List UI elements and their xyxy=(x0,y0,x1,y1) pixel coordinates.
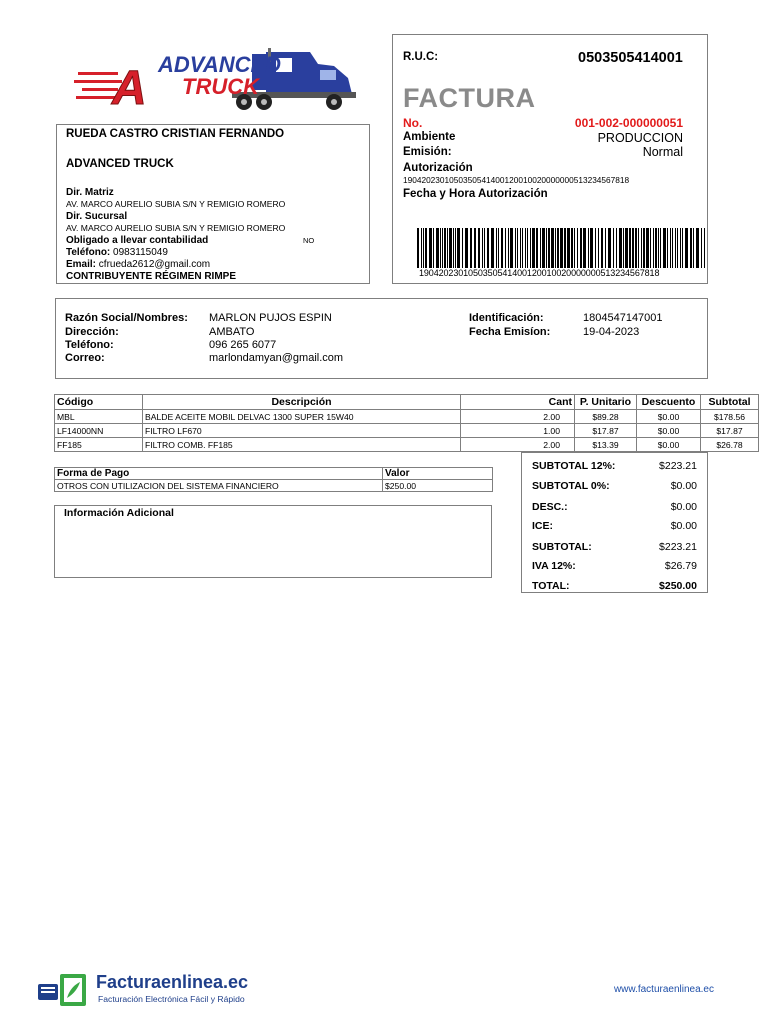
barcode-bar xyxy=(457,228,460,268)
barcode-bar xyxy=(487,228,489,268)
customer-info-box xyxy=(55,298,708,379)
footer-brand-logo xyxy=(36,970,266,1010)
barcode-bar xyxy=(650,228,651,268)
barcode-bar xyxy=(440,228,441,268)
items-table xyxy=(54,394,759,452)
barcode-bar xyxy=(685,228,688,268)
barcode-bar xyxy=(421,228,422,268)
barcode-bar xyxy=(470,228,472,268)
barcode-bar xyxy=(482,228,483,268)
direccion-label: Dirección: xyxy=(65,326,119,338)
item-cant: 2.00 xyxy=(461,438,575,452)
ambiente-value: PRODUCCION xyxy=(597,131,683,145)
barcode-bar xyxy=(465,228,468,268)
correo-value: marlondamyan@gmail.com xyxy=(209,352,344,364)
barcode-bar xyxy=(653,228,654,268)
totals-label: SUBTOTAL 0%: xyxy=(532,480,610,492)
barcode-bar xyxy=(532,228,535,268)
barcode-bar xyxy=(605,228,606,268)
identificacion-value: 1804547147001 xyxy=(583,312,663,324)
barcode-bar xyxy=(548,228,550,268)
barcode-bar xyxy=(574,228,575,268)
totals-row-grand xyxy=(532,580,697,594)
advanced-truck-logo xyxy=(72,42,362,114)
barcode-bar xyxy=(580,228,582,268)
item-descripcion: FILTRO COMB. FF185 xyxy=(143,438,461,452)
barcode-bar xyxy=(595,228,596,268)
barcode-bar xyxy=(423,228,424,268)
customer-phone-label: Teléfono: xyxy=(65,339,114,351)
barcode-bar xyxy=(696,228,699,268)
totals-label: SUBTOTAL 12%: xyxy=(532,460,616,472)
item-cant: 2.00 xyxy=(461,410,575,424)
item-descuento: $0.00 xyxy=(637,424,701,438)
payment-header-forma: Forma de Pago xyxy=(55,468,383,480)
item-codigo: MBL xyxy=(55,410,143,424)
barcode-bar xyxy=(567,228,570,268)
barcode-bar xyxy=(588,228,589,268)
item-codigo: FF185 xyxy=(55,438,143,452)
barcode-bar xyxy=(577,228,578,268)
totals-value: $0.00 xyxy=(670,520,697,532)
totals-box xyxy=(521,452,708,593)
table-row xyxy=(55,424,759,438)
dir-sucursal-value: AV. MARCO AURELIO SUBIA S/N Y REMIGIO ROMERO xyxy=(66,223,286,233)
payment-header-row xyxy=(55,468,493,480)
barcode-bar xyxy=(525,228,526,268)
payment-forma: OTROS CON UTILIZACION DEL SISTEMA FINANCIERO xyxy=(55,480,383,492)
item-cant: 1.00 xyxy=(461,424,575,438)
col-header-p-unitario: P. Unitario xyxy=(575,395,637,410)
ruc-value: 0503505414001 xyxy=(578,50,683,66)
barcode-bar xyxy=(498,228,499,268)
emision-value: Normal xyxy=(642,145,683,159)
totals-grand-value: $250.00 xyxy=(659,580,697,592)
invoice-number: 001-002-000000051 xyxy=(574,116,683,130)
autorizacion-label: Autorización xyxy=(403,162,473,174)
barcode-bar xyxy=(690,228,692,268)
barcode-bar xyxy=(505,228,506,268)
barcode-bar xyxy=(701,228,702,268)
item-subtotal: $26.78 xyxy=(701,438,759,452)
totals-value: $0.00 xyxy=(670,501,697,513)
fecha-hora-autorizacion-label: Fecha y Hora Autorización xyxy=(403,188,548,200)
issuer-email-value: cfrueda2612@gmail.com xyxy=(98,259,211,270)
additional-info-box xyxy=(54,505,492,578)
barcode-bar xyxy=(619,228,622,268)
issuer-phone-label: Teléfono: xyxy=(66,247,111,258)
totals-label: DESC.: xyxy=(532,501,568,513)
barcode-bar xyxy=(530,228,531,268)
table-row xyxy=(55,480,493,492)
invoice-title: FACTURA xyxy=(403,83,536,113)
item-descripcion: BALDE ACEITE MOBIL DELVAC 1300 SUPER 15W40 xyxy=(143,410,461,424)
barcode-bar xyxy=(433,228,434,268)
footer-brand-name: Facturaenlinea.ec xyxy=(96,972,249,992)
item-p-unitario: $89.28 xyxy=(575,410,637,424)
barcode-bar xyxy=(496,228,497,268)
barcode-bar xyxy=(660,228,661,268)
logo-text-truck: TRUCK xyxy=(182,74,259,99)
dir-matriz-label: Dir. Matriz xyxy=(66,187,114,198)
totals-value: $26.79 xyxy=(664,560,697,572)
barcode-bar xyxy=(646,228,649,268)
barcode-bar xyxy=(675,228,676,268)
totals-label: SUBTOTAL: xyxy=(532,541,592,553)
totals-row xyxy=(532,541,697,555)
barcode-bar xyxy=(510,228,513,268)
barcode-bar xyxy=(613,228,614,268)
contabilidad-value: NO xyxy=(303,236,315,245)
barcode-bar xyxy=(571,228,573,268)
regimen-label: CONTRIBUYENTE RÉGIMEN RIMPE xyxy=(66,271,237,282)
barcode-bar xyxy=(590,228,593,268)
payment-valor: $250.00 xyxy=(383,480,493,492)
barcode-bar xyxy=(417,228,419,268)
barcode-bar xyxy=(682,228,683,268)
additional-info-title: Información Adicional xyxy=(64,507,174,519)
logo-text-advanced: ADVANCED xyxy=(158,52,282,77)
col-header-descuento: Descuento xyxy=(637,395,701,410)
fecha-emision-value: 19-04-2023 xyxy=(583,326,640,338)
issuer-info-box xyxy=(56,124,370,284)
customer-phone-value: 096 265 6077 xyxy=(209,339,277,351)
barcode-bar xyxy=(667,228,668,268)
col-header-subtotal: Subtotal xyxy=(701,395,759,410)
barcode-bar xyxy=(658,228,659,268)
barcode-bar xyxy=(425,228,427,268)
barcode-bar xyxy=(601,228,603,268)
barcode-bar xyxy=(623,228,624,268)
svg-text:A: A xyxy=(112,62,147,114)
barcode-bar xyxy=(638,228,639,268)
barcode-bar xyxy=(598,228,599,268)
issuer-email-label: Email: xyxy=(66,259,97,270)
item-descripcion: FILTRO LF670 xyxy=(143,424,461,438)
emision-label: Emisión: xyxy=(403,146,452,158)
col-header-codigo: Código xyxy=(55,395,143,410)
trade-name: ADVANCED TRUCK xyxy=(66,158,174,170)
item-codigo: LF14000NN xyxy=(55,424,143,438)
invoice-header-box xyxy=(392,34,708,284)
footer-tagline: Facturación Electrónica Fácil y Rápido xyxy=(98,994,245,1004)
col-header-descripcion: Descripción xyxy=(143,395,461,410)
barcode-bar xyxy=(517,228,518,268)
dir-sucursal-label: Dir. Sucursal xyxy=(66,211,128,222)
totals-value: $223.21 xyxy=(659,541,697,553)
table-row xyxy=(55,410,759,424)
footer-url-link[interactable]: www.facturaenlinea.ec xyxy=(613,984,714,995)
barcode-bar xyxy=(444,228,446,268)
barcode-bar xyxy=(655,228,657,268)
invoice-stack-icon xyxy=(36,972,92,1008)
barcode-bar xyxy=(520,228,521,268)
totals-row xyxy=(532,560,697,574)
autorizacion-value: 1904202301050350541400120010020000000513234567818 xyxy=(403,175,630,185)
barcode-bar xyxy=(501,228,503,268)
barcode-bar xyxy=(704,228,705,268)
barcode-bar xyxy=(608,228,611,268)
totals-label: IVA 12%: xyxy=(532,560,576,572)
ruc-label: R.U.C: xyxy=(403,51,439,63)
table-row xyxy=(55,438,759,452)
totals-value: $223.21 xyxy=(659,460,697,472)
razon-social-value: MARLON PUJOS ESPIN xyxy=(209,312,332,324)
barcode-bar xyxy=(447,228,448,268)
barcode-bar xyxy=(522,228,523,268)
totals-row xyxy=(532,460,697,474)
barcode-bar xyxy=(429,228,432,268)
barcode-bar xyxy=(484,228,485,268)
barcode-bar xyxy=(641,228,642,268)
invoice-number-label: No. xyxy=(403,116,423,130)
owner-name: RUEDA CASTRO CRISTIAN FERNANDO xyxy=(66,128,285,140)
item-subtotal: $17.87 xyxy=(701,424,759,438)
barcode-bar xyxy=(625,228,628,268)
item-subtotal: $178.56 xyxy=(701,410,759,424)
barcode-text: 1904202301050350541400120010020000000513234567818 xyxy=(419,268,660,278)
barcode-bar xyxy=(551,228,554,268)
barcode-bar xyxy=(546,228,547,268)
barcode-bar xyxy=(560,228,563,268)
barcode-bar xyxy=(663,228,666,268)
barcode-bar xyxy=(536,228,538,268)
barcode-bar xyxy=(635,228,637,268)
barcode-bar xyxy=(555,228,556,268)
authorization-barcode xyxy=(417,228,705,268)
totals-row xyxy=(532,480,697,494)
items-header-row xyxy=(55,395,759,410)
barcode-bar xyxy=(462,228,463,268)
barcode-bar xyxy=(672,228,673,268)
barcode-bar xyxy=(455,228,456,268)
barcode-bar xyxy=(478,228,480,268)
barcode-bar xyxy=(583,228,586,268)
barcode-bar xyxy=(693,228,694,268)
barcode-bar xyxy=(436,228,439,268)
item-descuento: $0.00 xyxy=(637,438,701,452)
barcode-bar xyxy=(508,228,509,268)
dir-matriz-value: AV. MARCO AURELIO SUBIA S/N Y REMIGIO ROMERO xyxy=(66,199,286,209)
totals-label: TOTAL: xyxy=(532,580,570,592)
barcode-bar xyxy=(515,228,516,268)
barcode-bar xyxy=(442,228,443,268)
barcode-bar xyxy=(616,228,617,268)
issuer-phone-value: 0983115049 xyxy=(113,247,168,258)
barcode-bar xyxy=(564,228,566,268)
contabilidad-label: Obligado a llevar contabilidad xyxy=(66,235,209,246)
barcode-bar xyxy=(474,228,476,268)
razon-social-label: Razón Social/Nombres: xyxy=(65,312,188,324)
fecha-emision-label: Fecha Emisíon: xyxy=(469,326,551,338)
issuer-email-row xyxy=(66,259,210,270)
barcode-bar xyxy=(542,228,545,268)
totals-label: ICE: xyxy=(532,520,553,532)
item-p-unitario: $17.87 xyxy=(575,424,637,438)
direccion-value: AMBATO xyxy=(209,326,255,338)
totals-row xyxy=(532,520,697,534)
item-descuento: $0.00 xyxy=(637,410,701,424)
barcode-bar xyxy=(632,228,634,268)
barcode-bar xyxy=(449,228,452,268)
barcode-bar xyxy=(540,228,541,268)
barcode-bar xyxy=(491,228,494,268)
issuer-phone-row xyxy=(66,247,168,258)
totals-value: $0.00 xyxy=(670,480,697,492)
barcode-bar xyxy=(670,228,671,268)
barcode-bar xyxy=(629,228,631,268)
correo-label: Correo: xyxy=(65,352,105,364)
barcode-bar xyxy=(453,228,454,268)
item-p-unitario: $13.39 xyxy=(575,438,637,452)
barcode-bar xyxy=(643,228,645,268)
ambiente-label: Ambiente xyxy=(403,131,456,143)
identificacion-label: Identificación: xyxy=(469,312,544,324)
barcode-bar xyxy=(557,228,559,268)
totals-row xyxy=(532,501,697,515)
payment-table xyxy=(54,467,493,492)
barcode-bar xyxy=(680,228,681,268)
barcode-bar xyxy=(527,228,528,268)
payment-header-valor: Valor xyxy=(383,468,493,480)
barcode-bar xyxy=(677,228,678,268)
col-header-cant: Cant xyxy=(461,395,575,410)
